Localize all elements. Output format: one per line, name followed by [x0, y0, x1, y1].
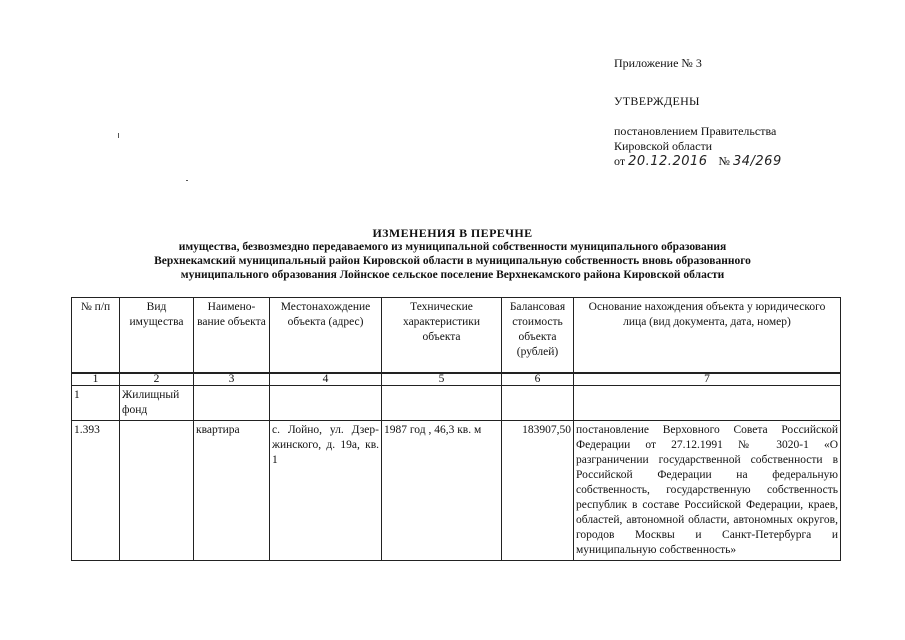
- number-prefix: №: [718, 154, 730, 168]
- heading-line-1: имущества, безвозмездно передаваемого из муниципальной собственности муниципального образования: [178, 241, 727, 253]
- object-address: с. Лойно, ул. Дзер-жинского, д. 19а, кв. 1: [270, 421, 382, 561]
- property-table: [71, 297, 841, 561]
- header-cell: Местонахождение объекта (адрес): [270, 298, 382, 374]
- heading-title: ИЗМЕНЕНИЯ В ПЕРЕЧНЕ: [372, 226, 533, 240]
- heading-line-2: Верхнекамский муниципальный район Кировской области в муниципальную собственность вновь образованного: [154, 255, 751, 267]
- scan-speck: [118, 133, 119, 138]
- header-row: [72, 298, 841, 374]
- table-row: [72, 421, 841, 561]
- column-number: 1: [72, 373, 120, 386]
- column-number: 5: [382, 373, 502, 386]
- balance-value: 183907,50: [502, 421, 574, 561]
- header-cell: Вид имущества: [120, 298, 194, 374]
- empty-cell: [502, 386, 574, 421]
- header-cell: Наимено-вание объекта: [194, 298, 270, 374]
- heading-line-3: муниципального образования Лойнское сельское поселение Верхнекамского района Кировской области: [180, 269, 725, 281]
- section-type: Жилищный фонд: [120, 386, 194, 421]
- handwritten-date: 20.12.2016: [628, 154, 708, 169]
- document-heading: [0, 226, 905, 282]
- column-number-row: [72, 373, 841, 386]
- date-line: [614, 154, 782, 169]
- date-prefix: от: [614, 154, 626, 168]
- column-number: 2: [120, 373, 194, 386]
- object-specs: 1987 год , 46,3 кв. м: [382, 421, 502, 561]
- empty-cell: [194, 386, 270, 421]
- object-name: квартира: [194, 421, 270, 561]
- column-number: 4: [270, 373, 382, 386]
- approved-label: УТВЕРЖДЕНЫ: [614, 94, 700, 108]
- empty-cell: [382, 386, 502, 421]
- column-number: 3: [194, 373, 270, 386]
- resolution-label: постановлением Правительства: [614, 124, 777, 138]
- row-number: 1.393: [72, 421, 120, 561]
- header-cell: Основание нахождения объекта у юридического лица (вид документа, дата, номер): [574, 298, 841, 374]
- empty-cell: [270, 386, 382, 421]
- appendix-label: Приложение № 3: [614, 56, 702, 70]
- column-number: 6: [502, 373, 574, 386]
- scan-speck: [186, 180, 188, 181]
- section-row: [72, 386, 841, 421]
- header-cell: Технические характеристики объекта: [382, 298, 502, 374]
- header-cell: № п/п: [72, 298, 120, 374]
- property-type: [120, 421, 194, 561]
- handwritten-number: 34/269: [732, 154, 782, 169]
- section-number: 1: [72, 386, 120, 421]
- region-label: Кировской области: [614, 139, 713, 153]
- column-number: 7: [574, 373, 841, 386]
- ownership-basis: постановление Верховного Совета Российской Федерации от 27.12.1991 № 3020-1 «О разграничении государственной собственности в Российской Федерации на федеральную собственность, государственную собственность республик в составе Российской Федерации, краев, областей, автономной области, автономных округов, городов Москвы и Санкт-Петербурга и муниципальную собственность»: [574, 421, 841, 561]
- empty-cell: [574, 386, 841, 421]
- header-cell: Балансовая стоимость объекта (рублей): [502, 298, 574, 374]
